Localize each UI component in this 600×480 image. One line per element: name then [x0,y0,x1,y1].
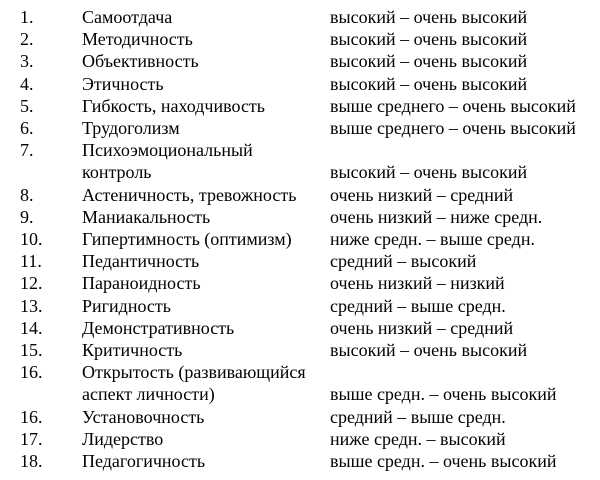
item-number: 11. [20,251,42,272]
trait-level: ниже средн. – выше средн. [330,229,535,250]
trait-level: выше средн. – очень высокий [330,384,557,405]
item-number: 16. [20,362,43,383]
trait-name: Открытость (развивающийся аспект личности) [82,362,306,405]
list-item [0,184,600,206]
list-item [0,139,600,183]
trait-name: Педантичность [82,251,200,272]
list-item [0,206,600,228]
item-number: 4. [20,73,34,94]
list-item [0,295,600,317]
item-number: 17. [20,428,43,449]
trait-level: очень низкий – средний [330,317,514,338]
traits-list [0,6,600,472]
list-item [0,317,600,339]
trait-level: выше средн. – очень высокий [330,451,557,472]
item-number: 12. [20,273,43,294]
trait-level: высокий – очень высокий [330,73,528,94]
trait-level: высокий – очень высокий [330,51,528,72]
trait-name: Ригидность [82,295,171,316]
trait-level: ниже средн. – высокий [330,428,506,449]
trait-name: Астеничность, тревожность [82,184,297,205]
list-item [0,50,600,72]
trait-name: Установочность [82,406,205,427]
item-number: 9. [20,206,34,227]
item-number: 3. [20,51,34,72]
list-item [0,272,600,294]
trait-level: высокий – очень высокий [330,162,528,183]
trait-level: высокий – очень высокий [330,29,528,50]
list-item [0,6,600,28]
trait-name: Гибкость, находчивость [82,95,266,116]
list-item [0,73,600,95]
trait-name: Параноидность [82,273,201,294]
item-number: 1. [20,7,34,27]
item-number: 15. [20,340,43,361]
trait-name: Маниакальность [82,206,211,227]
trait-level: очень низкий – низкий [330,273,505,294]
trait-level: очень низкий – ниже средн. [330,206,543,227]
list-item [0,28,600,50]
trait-name: Педагогичность [82,451,206,472]
trait-level: средний – высокий [330,251,477,272]
list-item [0,428,600,450]
trait-level: высокий – очень высокий [330,7,528,27]
list-item [0,250,600,272]
trait-name: Демонстративность [82,317,235,338]
item-number: 7. [20,140,34,161]
item-number: 10. [20,229,43,250]
trait-name: Критичность [82,340,183,361]
list-item [0,228,600,250]
item-number: 6. [20,118,34,139]
item-number: 5. [20,95,34,116]
list-item [0,406,600,428]
list-item [0,339,600,361]
trait-level: очень низкий – средний [330,184,514,205]
list-item [0,361,600,405]
trait-level: выше среднего – очень высокий [330,95,576,116]
item-number: 18. [20,451,43,472]
trait-name: Трудоголизм [82,118,180,139]
item-number: 8. [20,184,34,205]
item-number: 14. [20,317,43,338]
item-number: 13. [20,295,43,316]
trait-name: Методичность [82,29,193,50]
trait-level: высокий – очень высокий [330,340,528,361]
trait-level: средний – выше средн. [330,295,506,316]
trait-name: Объективность [82,51,199,72]
trait-name: Этичность [82,73,164,94]
list-item [0,117,600,139]
trait-level: средний – выше средн. [330,406,506,427]
trait-level: выше среднего – очень высокий [330,118,576,139]
list-item [0,450,600,472]
list-item [0,95,600,117]
trait-name: Лидерство [82,428,164,449]
trait-name: Гипертимность (оптимизм) [82,229,292,250]
item-number: 16. [20,406,43,427]
trait-name: Психоэмоциональный контроль [82,140,253,183]
trait-name: Самоотдача [82,7,173,27]
item-number: 2. [20,29,34,50]
